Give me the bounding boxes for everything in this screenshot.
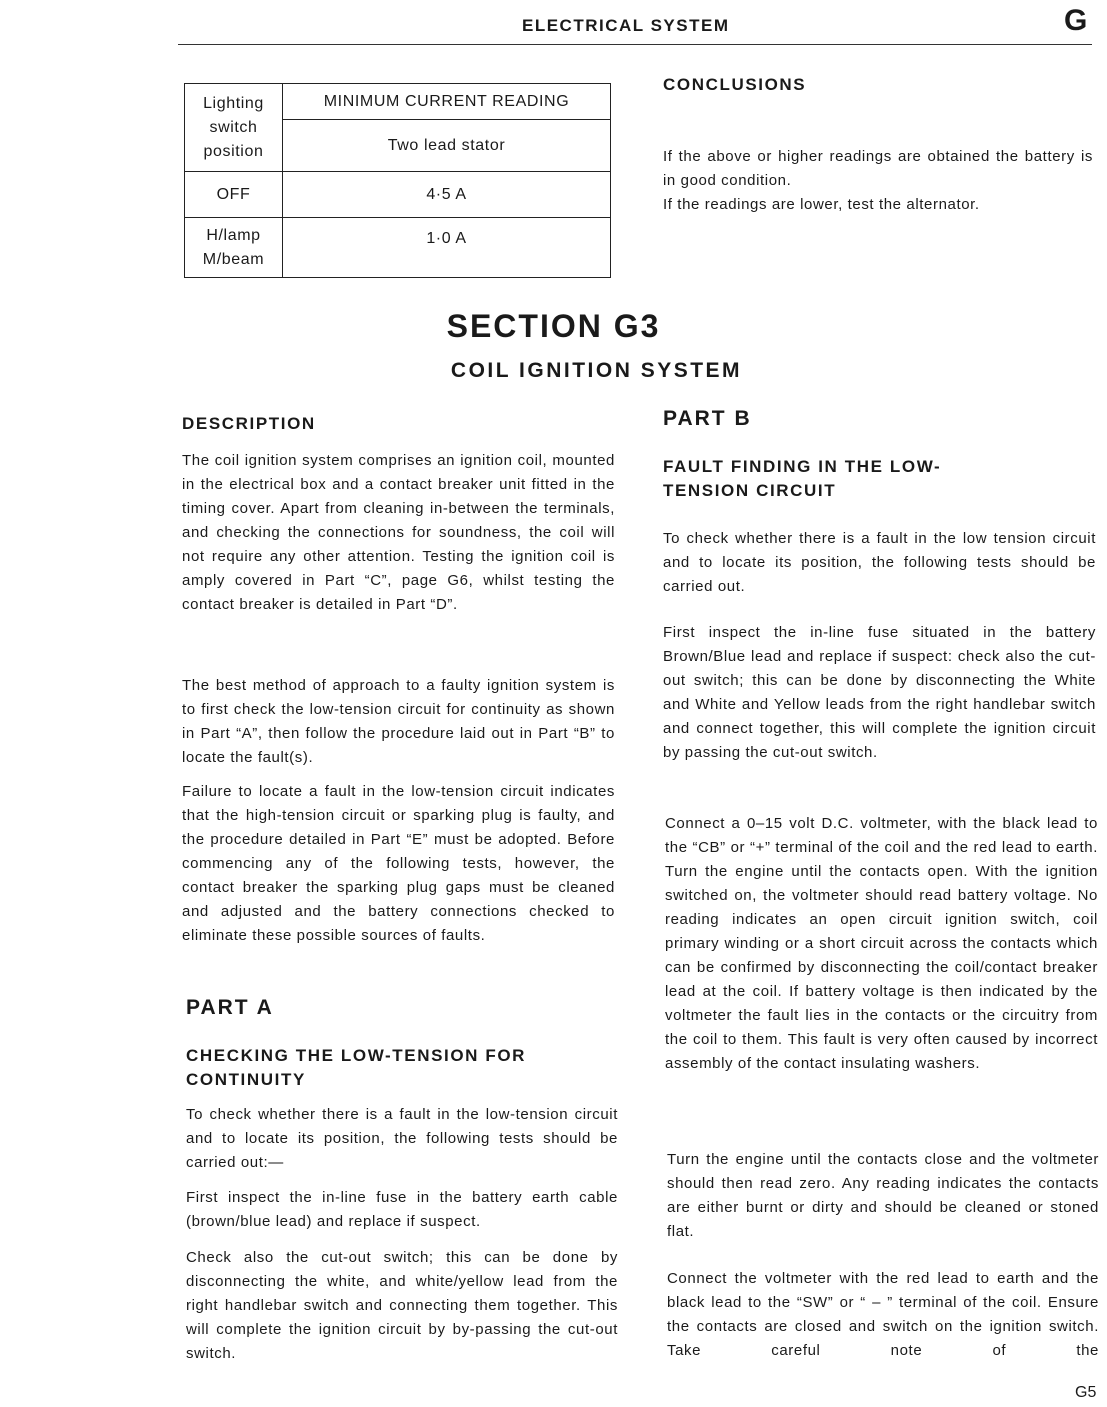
- section-subtitle: COIL IGNITION SYSTEM: [450, 359, 743, 382]
- paragraph: Turn the engine until the contacts close and the voltmeter should then read zero. Any reading indicates the contacts are either burnt or dirty and should be cleaned or stoned flat.: [667, 1151, 1099, 1240]
- col-header-reading: MINIMUM CURRENT READING: [283, 84, 611, 120]
- running-header: ELECTRICAL SYSTEM: [522, 16, 730, 35]
- table-row: H/lamp M/beam 1·0 A: [185, 218, 611, 278]
- col-header-position: Lighting switch position: [185, 84, 283, 172]
- part-a-subheading: CHECKING THE LOW-TENSION FOR CONTINUITY: [186, 1046, 527, 1089]
- section-letter: G: [1064, 4, 1088, 37]
- part-b-heading: PART B: [663, 407, 752, 430]
- conclusions-heading: CONCLUSIONS: [663, 75, 807, 94]
- col-subheader: Two lead stator: [283, 120, 611, 172]
- header-rule: [178, 44, 1092, 45]
- section-title: SECTION G3: [446, 308, 661, 344]
- description-heading: DESCRIPTION: [182, 414, 316, 433]
- paragraph: If the readings are lower, test the alternator.: [663, 196, 980, 213]
- paragraph: First inspect the in-line fuse situated in the battery Brown/Blue lead and replace if suspect: check also the cut-out switch; this can be done by disconnecting the White and White and Yellow leads from the right handlebar switch and connect together, this will complete the ignition circuit by passing the cut-out switch.: [663, 624, 1096, 761]
- paragraph: Connect the voltmeter with the red lead to earth and the black lead to the “SW” or “ – ” terminal of the coil. Ensure the contacts are closed and switch on the ignition switch. Take careful note of the: [667, 1270, 1099, 1359]
- paragraph: To check whether there is a fault in the low-tension circuit and to locate its position, the following tests should be carried out:—: [186, 1106, 618, 1171]
- paragraph: The best method of approach to a faulty ignition system is to first check the low-tension circuit for continuity as shown in Part “A”, then follow the procedure laid out in Part “B” to locate the fault(s).: [182, 677, 615, 766]
- paragraph: Connect a 0–15 volt D.C. voltmeter, with the black lead to the “CB” or “+” terminal of the coil and the red lead to earth. Turn the engine until the contacts open. With the ignition switched on, the voltmeter should read battery voltage. No reading indicates an open circuit ignition switch, coil primary winding or a short circuit across the contacts which can be confirmed by disconnecting the coil/contact breaker lead at the coil. If battery voltage is then indicated by the voltmeter the fault lies in the contacts or the circuitry from the coil to them. This fault is very often caused by incorrect assembly of the contact insulating washers.: [665, 815, 1098, 1072]
- paragraph: If the above or higher readings are obtained the battery is in good condition.: [663, 148, 1093, 189]
- part-b-subheading: FAULT FINDING IN THE LOW-TENSION CIRCUIT: [663, 457, 942, 500]
- paragraph: To check whether there is a fault in the low tension circuit and to locate its position, the following tests should be carried out.: [663, 530, 1096, 595]
- current-reading-table: [184, 83, 611, 278]
- part-a-heading: PART A: [186, 996, 274, 1019]
- paragraph: Check also the cut-out switch; this can be done by disconnecting the white, and white/yellow lead from the right handlebar switch and connecting them together. This will complete the ignition circuit by by-passing the cut-out switch.: [186, 1249, 618, 1362]
- paragraph: Failure to locate a fault in the low-tension circuit indicates that the high-tension circuit or sparking plug is faulty, and the procedure detailed in Part “E” must be adopted. Before commencing any of the following tests, however, the contact breaker the sparking plug gaps must be cleaned and adjusted and the battery connections checked to eliminate these possible sources of faults.: [182, 783, 615, 944]
- paragraph: The coil ignition system comprises an ignition coil, mounted in the electrical box and a contact breaker unit fitted in the timing cover. Apart from cleaning in-between the terminals, and checking the connections for soundness, the coil will not require any other attention. Testing the ignition coil is amply covered in Part “C”, page G6, whilst testing the contact breaker is detailed in Part “D”.: [182, 452, 615, 613]
- paragraph: First inspect the in-line fuse in the battery earth cable (brown/blue lead) and replace if suspect.: [186, 1189, 618, 1230]
- page-number: G5: [1075, 1384, 1097, 1401]
- table-row: OFF 4·5 A: [185, 172, 611, 218]
